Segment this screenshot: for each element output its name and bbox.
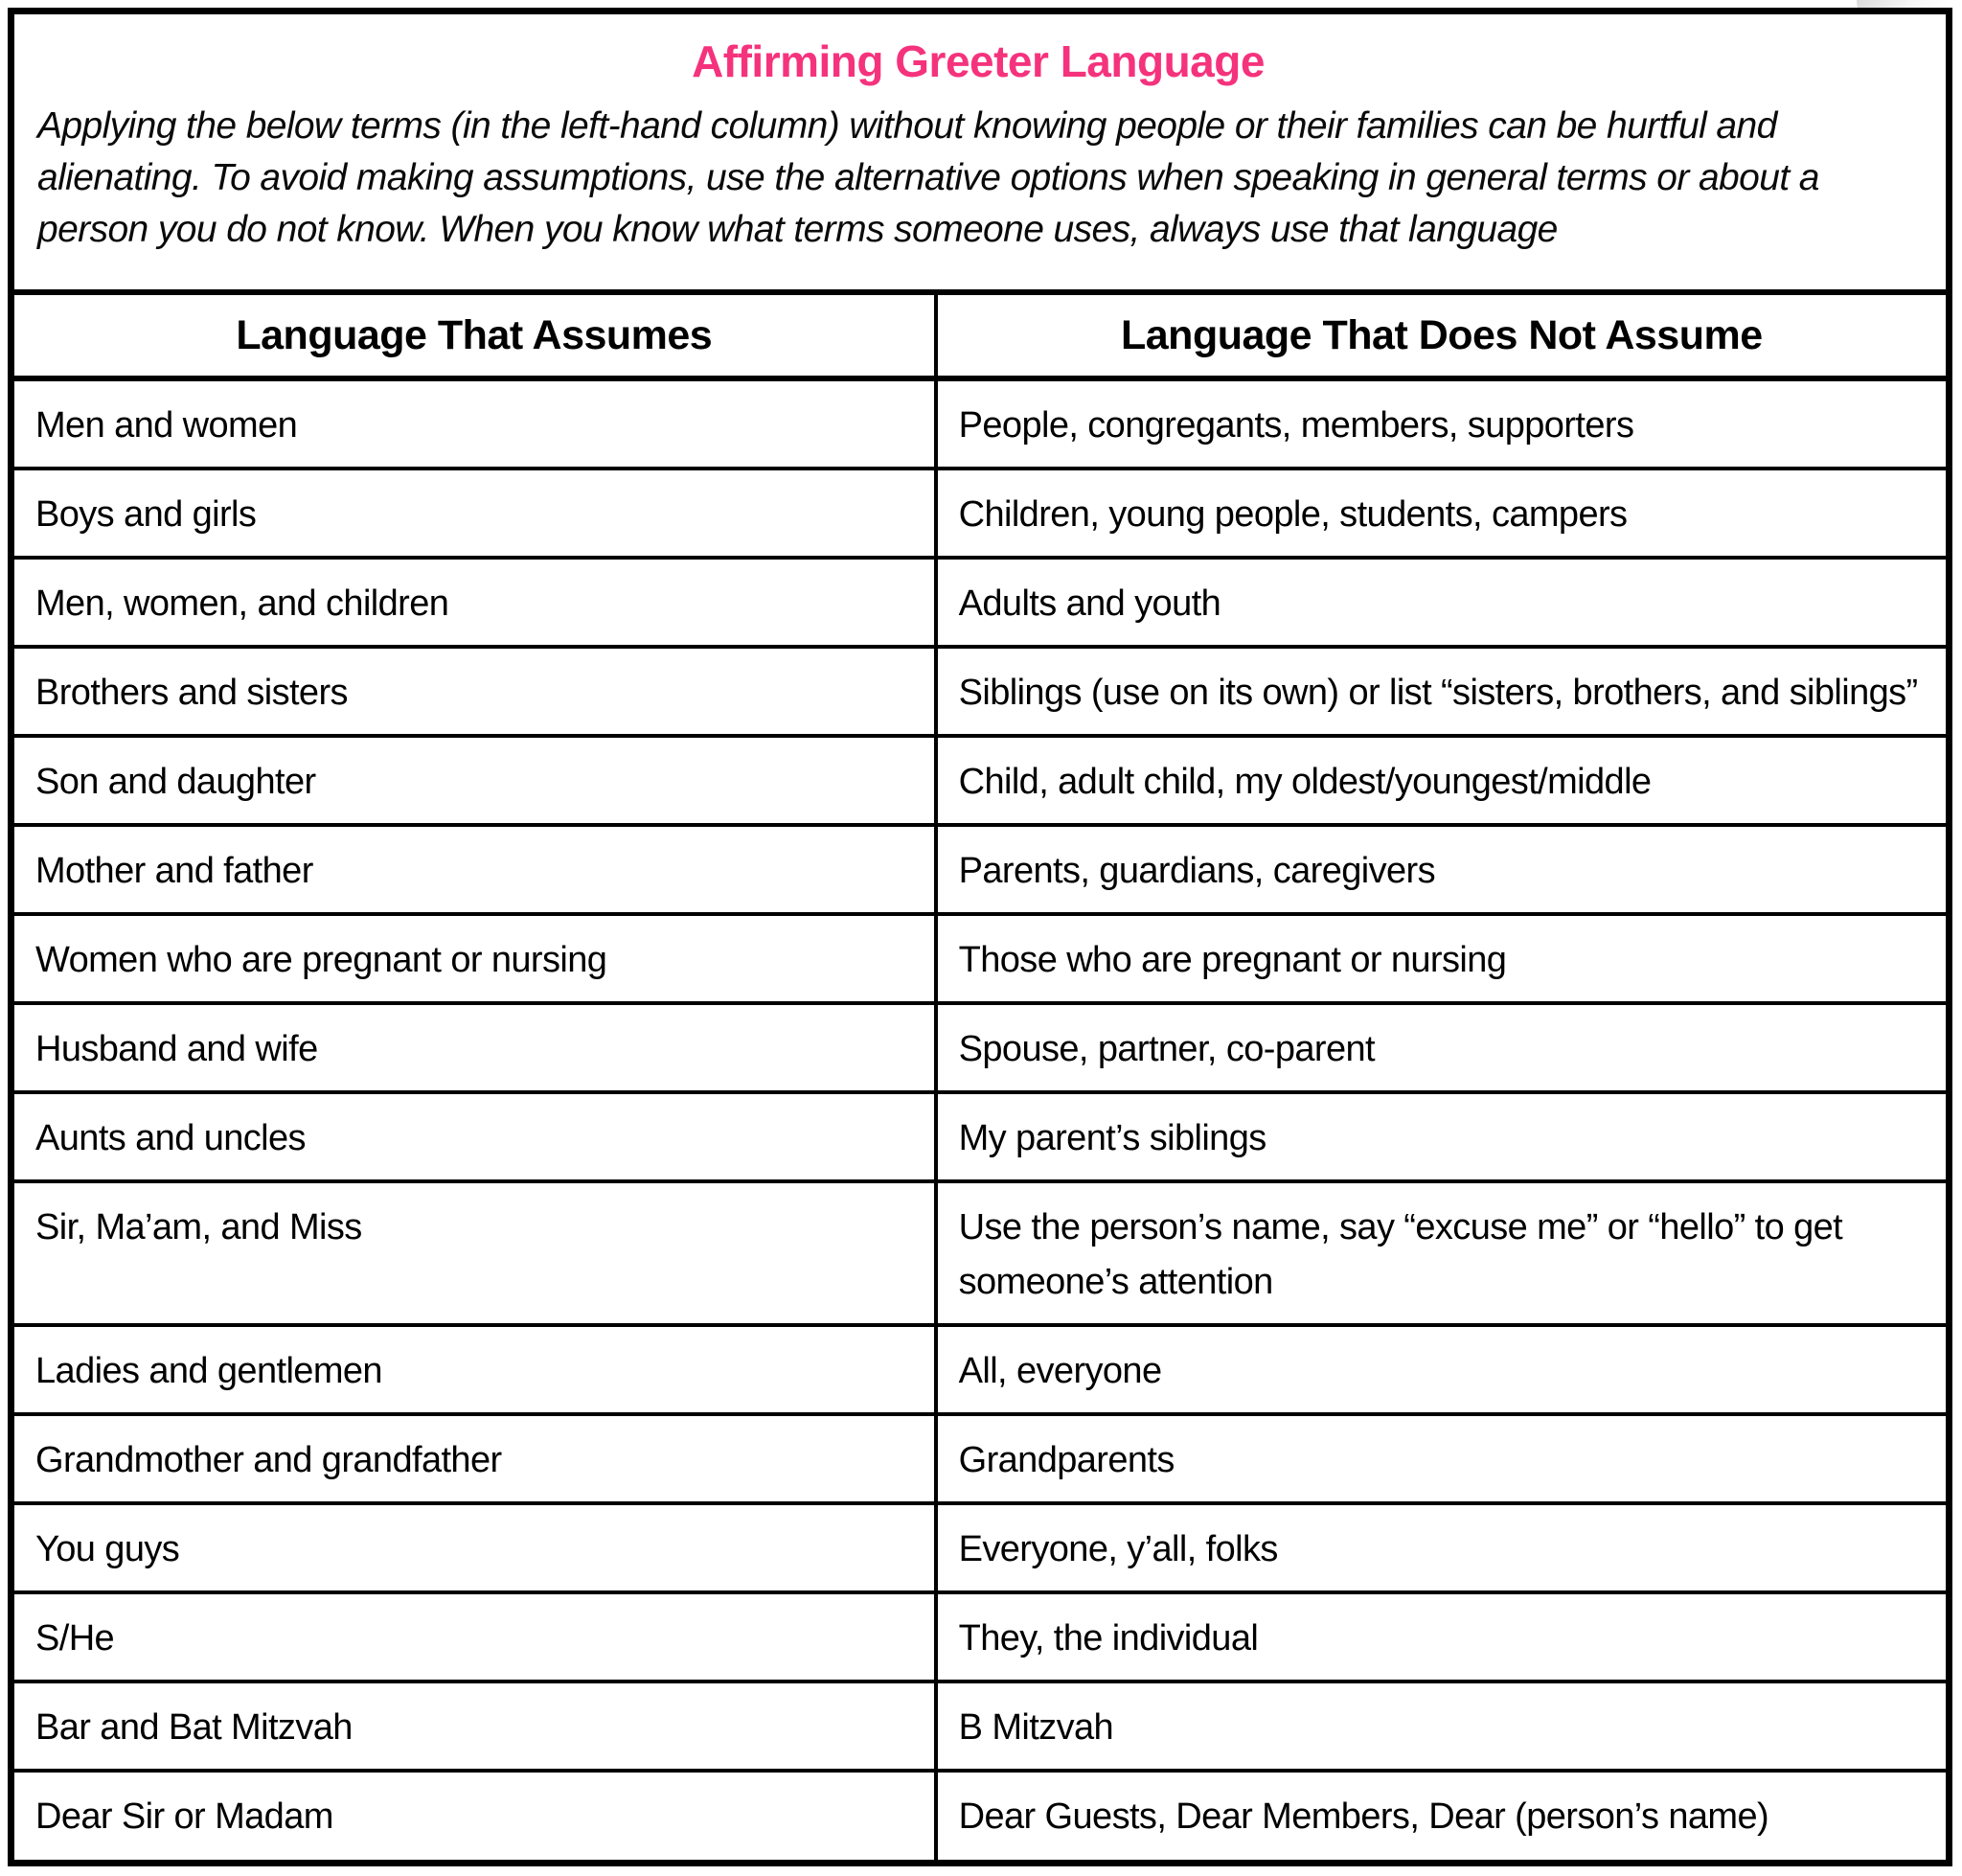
cell-assuming-term: Mother and father <box>14 825 936 914</box>
cell-alternative-term: Everyone, y’all, folks <box>936 1503 1946 1592</box>
table-row <box>14 736 1946 825</box>
table-row <box>14 469 1946 558</box>
cell-alternative-term: Siblings (use on its own) or list “sisters, brothers, and siblings” <box>936 647 1946 736</box>
cell-assuming-term: Ladies and gentlemen <box>14 1325 936 1414</box>
table-row <box>14 1092 1946 1181</box>
cell-assuming-term: Bar and Bat Mitzvah <box>14 1682 936 1771</box>
page-title: Affirming Greeter Language <box>692 36 1265 86</box>
cell-alternative-term: My parent’s siblings <box>936 1092 1946 1181</box>
table-row <box>14 1003 1946 1092</box>
column-header-assumes: Language That Assumes <box>14 292 936 378</box>
table-row <box>14 1682 1946 1771</box>
language-table <box>14 289 1946 1860</box>
cell-assuming-term: Son and daughter <box>14 736 936 825</box>
cell-assuming-term: Brothers and sisters <box>14 647 936 736</box>
cell-alternative-term: Dear Guests, Dear Members, Dear (person’s name) <box>936 1771 1946 1860</box>
cell-alternative-term: Adults and youth <box>936 558 1946 647</box>
table-header-row <box>14 292 1946 378</box>
table-row <box>14 378 1946 469</box>
cell-assuming-term: Men, women, and children <box>14 558 936 647</box>
table-row <box>14 647 1946 736</box>
table-row <box>14 1771 1946 1860</box>
table-row <box>14 1181 1946 1325</box>
table-row <box>14 1325 1946 1414</box>
cell-alternative-term: Children, young people, students, campers <box>936 469 1946 558</box>
table-row <box>14 558 1946 647</box>
cell-alternative-term: Grandparents <box>936 1414 1946 1503</box>
cell-alternative-term: Parents, guardians, caregivers <box>936 825 1946 914</box>
intro-section <box>14 14 1946 289</box>
cell-assuming-term: Aunts and uncles <box>14 1092 936 1181</box>
table-row <box>14 1592 1946 1682</box>
cell-assuming-term: S/He <box>14 1592 936 1682</box>
intro-paragraph: Applying the below terms (in the left-hand column) without knowing people or their families can be hurtful and alienating. To avoid making assumptions, use the alternative options when speaking in general terms or about a person you do not know. When you know what terms someone uses, always use that language <box>37 105 1819 250</box>
cell-assuming-term: Boys and girls <box>14 469 936 558</box>
cell-alternative-term: Child, adult child, my oldest/youngest/middle <box>936 736 1946 825</box>
cell-assuming-term: Sir, Ma’am, and Miss <box>14 1181 936 1325</box>
cell-alternative-term: They, the individual <box>936 1592 1946 1682</box>
cell-assuming-term: Husband and wife <box>14 1003 936 1092</box>
cell-assuming-term: Women who are pregnant or nursing <box>14 914 936 1003</box>
cell-assuming-term: Men and women <box>14 378 936 469</box>
cell-alternative-term: Use the person’s name, say “excuse me” or “hello” to get someone’s attention <box>936 1181 1946 1325</box>
cell-assuming-term: Dear Sir or Madam <box>14 1771 936 1860</box>
table-row <box>14 914 1946 1003</box>
cell-alternative-term: B Mitzvah <box>936 1682 1946 1771</box>
table-row <box>14 1414 1946 1503</box>
cell-alternative-term: Those who are pregnant or nursing <box>936 914 1946 1003</box>
column-header-not-assume: Language That Does Not Assume <box>936 292 1946 378</box>
cell-alternative-term: Spouse, partner, co-parent <box>936 1003 1946 1092</box>
document-container <box>8 8 1952 1866</box>
cell-alternative-term: People, congregants, members, supporters <box>958 405 1634 446</box>
cell-assuming-term: Grandmother and grandfather <box>14 1414 936 1503</box>
table-body <box>14 378 1946 1860</box>
cell-alternative-term: All, everyone <box>936 1325 1946 1414</box>
table-row <box>14 1503 1946 1592</box>
table-row <box>14 825 1946 914</box>
cell-assuming-term: You guys <box>14 1503 936 1592</box>
